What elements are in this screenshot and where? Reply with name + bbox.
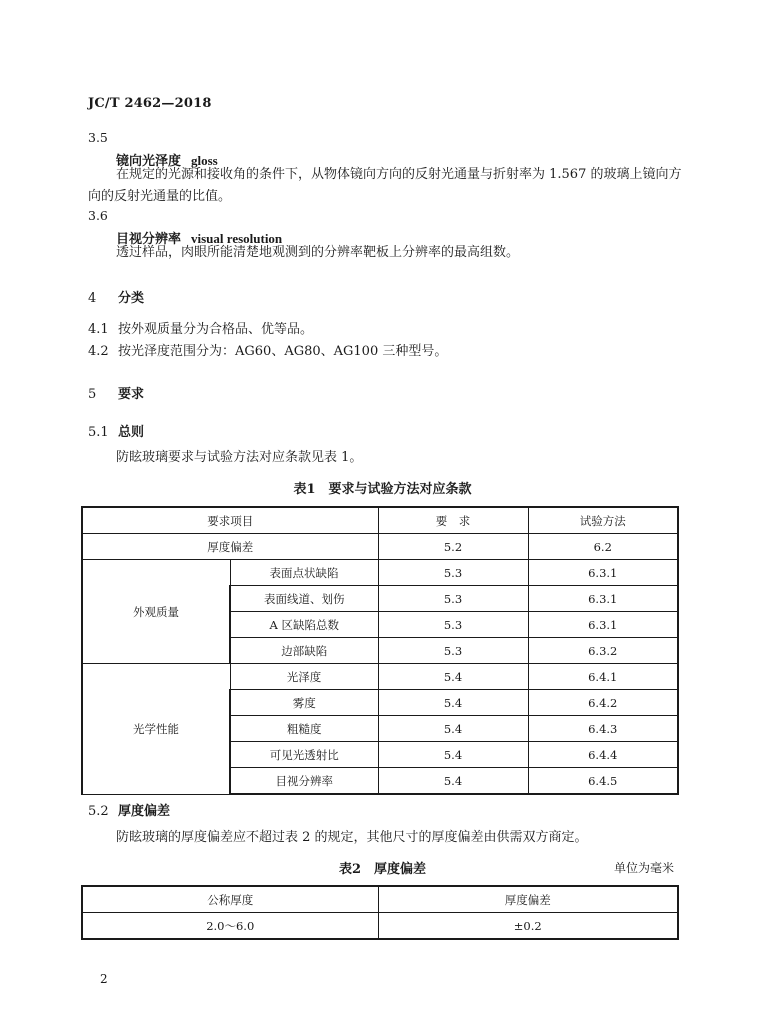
term-english: gloss	[191, 153, 218, 168]
table-row: 目视分辨率 5.4 6.4.5	[82, 768, 678, 795]
definition-text: 透过样品，肉眼所能清楚地观测到的分辨率靶板上分辨率的最高组数。	[116, 245, 520, 260]
document-id: JC/T 2462—2018	[88, 96, 212, 111]
term-chinese: 目视分辨率	[116, 232, 182, 247]
general-text: 防眩玻璃要求与试验方法对应条款见表 1。	[116, 450, 363, 465]
group-optical: 光学性能	[82, 664, 230, 795]
table-header-row	[82, 886, 678, 913]
clause-number: 3.5	[88, 130, 108, 145]
clause-4-2: 4.2 按光泽度范围分为：AG60、AG80、AG100 三种型号。	[88, 344, 448, 359]
header-requirement: 要 求	[378, 507, 528, 534]
table-row: 雾度 5.4 6.4.2	[82, 690, 678, 716]
section-heading-4: 4 分类	[88, 291, 145, 306]
subsection-heading-5-2: 5.2 厚度偏差	[88, 804, 171, 819]
table-row: 边部缺陷 5.3 6.3.2	[82, 638, 678, 664]
table-row: 光学性能 光泽度 5.4 6.4.1	[82, 664, 678, 690]
subsection-heading-5-1: 5.1 总则	[88, 425, 145, 440]
table-row: A 区缺陷总数 5.3 6.3.1	[82, 612, 678, 638]
clause-number: 3.6	[88, 208, 108, 223]
header-test-method: 试验方法	[528, 507, 678, 534]
header-nominal-thickness: 公称厚度	[82, 886, 378, 913]
table-row: 可见光透射比 5.4 6.4.4	[82, 742, 678, 768]
unit-note: 单位为毫米	[614, 861, 675, 875]
table-2-caption: 表2 厚度偏差	[338, 862, 427, 877]
section-heading-5: 5 要求	[88, 387, 145, 402]
definition-text: 在规定的光源和接收角的条件下，从物体镜向方向的反射光通量与折射率为 1.567 的玻璃上镜向方	[116, 167, 682, 182]
group-appearance: 外观质量	[82, 560, 230, 664]
table-row: 2.0～6.0 ±0.2	[82, 913, 678, 940]
thickness-table	[81, 885, 679, 940]
table-1-caption: 表1 要求与试验方法对应条款	[293, 482, 472, 497]
header-item: 要求项目	[82, 507, 378, 534]
table-row: 表面线道、划伤 5.3 6.3.1	[82, 586, 678, 612]
table-row: 外观质量 表面点状缺陷 5.3 6.3.1	[82, 560, 678, 586]
table-row: 厚度偏差 5.2 6.2	[82, 534, 678, 560]
clause-4-1: 4.1 按外观质量分为合格品、优等品。	[88, 322, 314, 337]
thickness-text: 防眩玻璃的厚度偏差应不超过表 2 的规定，其他尺寸的厚度偏差由供需双方商定。	[116, 830, 588, 845]
term-english: visual resolution	[191, 231, 283, 246]
table-row: 粗糙度 5.4 6.4.3	[82, 716, 678, 742]
header-thickness-deviation: 厚度偏差	[378, 886, 678, 913]
requirements-table	[81, 506, 679, 795]
table-header-row	[82, 507, 678, 534]
page-number: 2	[100, 972, 108, 986]
term-chinese: 镜向光泽度	[116, 154, 182, 169]
definition-text-continued: 向的反射光通量的比值。	[88, 189, 232, 204]
